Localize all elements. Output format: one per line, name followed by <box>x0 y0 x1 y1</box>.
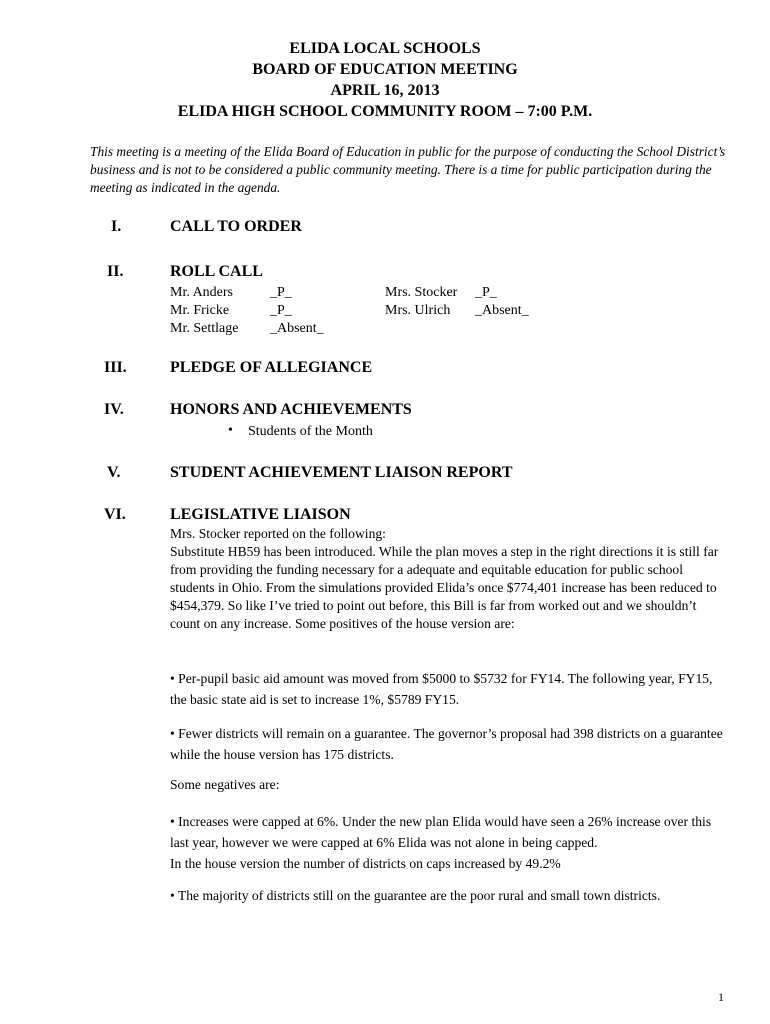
honors-item: Students of the Month <box>248 424 373 439</box>
roll-call-name: Mr. Anders <box>170 285 233 300</box>
legislative-intro: Mrs. Stocker reported on the following: <box>170 526 386 541</box>
roll-call-status: _Absent_ <box>475 303 529 318</box>
section-number: II. <box>107 263 124 280</box>
section-title: CALL TO ORDER <box>170 218 302 235</box>
section-number: V. <box>107 464 121 481</box>
section-number: III. <box>104 359 127 376</box>
page-number: 1 <box>718 990 724 1004</box>
section-title: PLEDGE OF ALLEGIANCE <box>170 359 373 376</box>
header-meeting: BOARD OF EDUCATION MEETING <box>252 61 518 78</box>
negative-bullet: • The majority of districts still on the guarantee are the poor rural and small town districts. <box>170 888 661 903</box>
document-header <box>0 38 770 122</box>
positive-bullet: • Fewer districts will remain on a guarantee. The governor’s proposal had 398 districts on a guarantee while the house version has 175 districts. <box>170 726 723 762</box>
section-number: I. <box>111 218 122 235</box>
header-district: ELIDA LOCAL SCHOOLS <box>289 40 481 57</box>
negative-note: In the house version the number of districts on caps increased by 49.2% <box>170 856 561 871</box>
roll-call-name: Mr. Fricke <box>170 303 230 318</box>
section-number: VI. <box>104 506 126 523</box>
negatives-label: Some negatives are: <box>170 777 280 792</box>
section-title: LEGISLATIVE LIAISON <box>170 506 351 523</box>
section-number: IV. <box>104 401 124 418</box>
intro-statement: This meeting is a meeting of the Elida Board of Education in public for the purpose of conducting the School District’s business and is not to be considered a public community meeting. There is a time for public participation during the meeting as indicated in the agenda. <box>90 144 726 195</box>
roll-call-status: _P_ <box>270 285 292 300</box>
section-title: HONORS AND ACHIEVEMENTS <box>170 401 412 418</box>
roll-call-name: Mr. Settlage <box>170 321 239 336</box>
roll-call-name: Mrs. Stocker <box>385 285 458 300</box>
header-location: ELIDA HIGH SCHOOL COMMUNITY ROOM – 7:00 P.M. <box>177 103 593 120</box>
roll-call-name: Mrs. Ulrich <box>385 303 451 318</box>
roll-call-status: _P_ <box>270 303 292 318</box>
legislative-report: Substitute HB59 has been introduced. While the plan moves a step in the right directions it is still far from providing the funding necessary for a adequate and equitable education for public school students in Ohio. From the simulations provided Elida’s once $774,401 increase has been reduced to $454,379. So like I’ve tried to point out before, this Bill is far from worked out and we shouldn’t count on any increase. Some positives of the house version are: <box>170 544 719 631</box>
header-date: APRIL 16, 2013 <box>330 82 440 99</box>
section-title: ROLL CALL <box>170 263 263 280</box>
section-title: STUDENT ACHIEVEMENT LIAISON REPORT <box>170 464 513 481</box>
negative-bullet: • Increases were capped at 6%. Under the new plan Elida would have seen a 26% increase over this last year, however we were capped at 6% Elida was not alone in being capped. <box>170 814 712 850</box>
bullet-icon: • <box>228 423 233 438</box>
roll-call-status: _P_ <box>475 285 497 300</box>
positive-bullet: • Per-pupil basic aid amount was moved from $5000 to $5732 for FY14. The following year, FY15, the basic state aid is set to increase 1%, $5789 FY15. <box>170 671 713 707</box>
roll-call-status: _Absent_ <box>270 321 324 336</box>
